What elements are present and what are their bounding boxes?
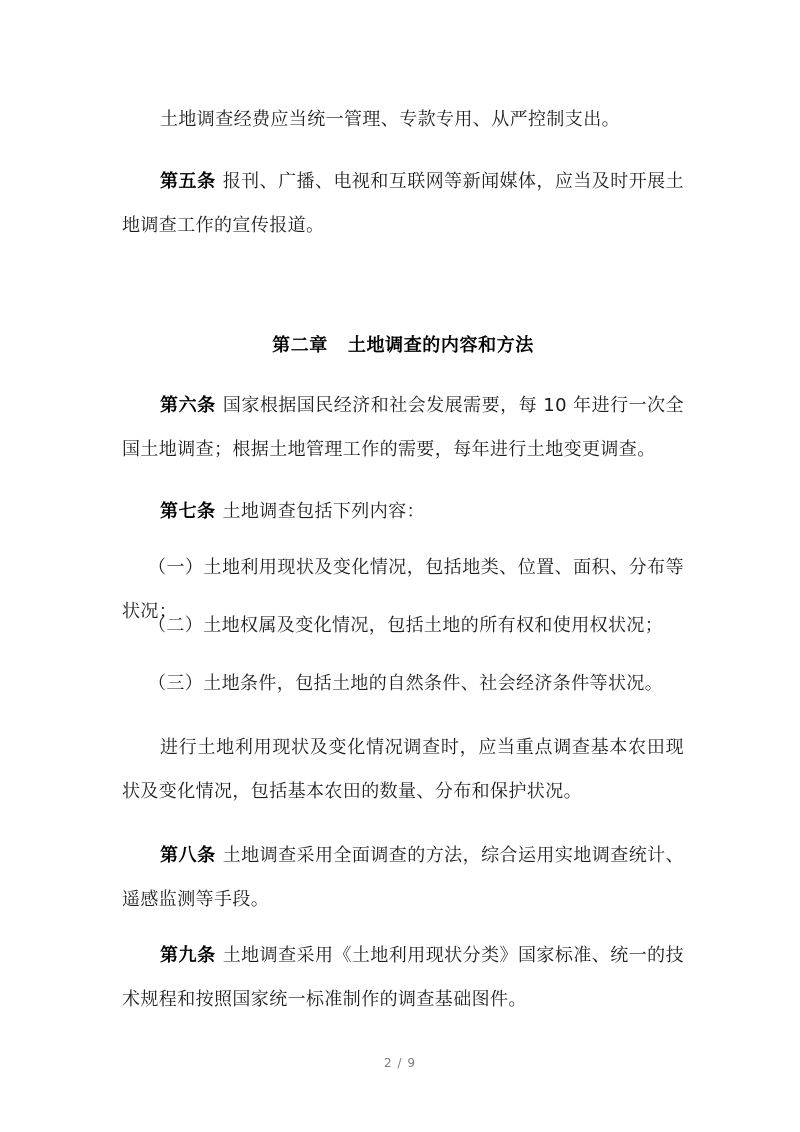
article-7-marker: 第七条: [160, 501, 216, 522]
article-6-marker: 第六条: [160, 395, 216, 416]
article-5-marker: 第五条: [160, 171, 216, 192]
article-7-item-3: （三）土地条件，包括土地的自然条件、社会经济条件等状况。: [148, 673, 664, 694]
chapter-2-heading-block: [122, 324, 684, 368]
article-7-block: [122, 490, 684, 534]
article-6-block: [122, 384, 684, 472]
chapter-2-number: 第二章: [272, 335, 328, 356]
article-5-paragraph: [122, 160, 684, 248]
article-9-marker: 第九条: [160, 945, 216, 966]
chapter-2-heading: [122, 324, 684, 368]
basic-farmland-block: [122, 726, 684, 814]
article-5-block: [122, 160, 684, 248]
page-number-footer: 2 / 9: [384, 1056, 416, 1070]
lead-paragraph: 土地调查经费应当统一管理、专款专用、从严控制支出。: [160, 109, 620, 130]
article-7-text: 土地调查包括下列内容：: [222, 501, 425, 522]
article-7-item-1: （一）土地利用现状及变化情况，包括地类、位置、面积、分布等状况；: [122, 557, 684, 622]
basic-farmland-paragraph: 进行土地利用现状及变化情况调查时，应当重点调查基本农田现状及变化情况，包括基本农田的数量、分布和保护状况。: [122, 737, 684, 802]
article-8-paragraph: [122, 834, 684, 922]
article-8-marker: 第八条: [160, 845, 216, 866]
article-8-text: 土地调查采用全面调查的方法，综合运用实地调查统计、遥感监测等手段。: [122, 845, 685, 910]
article-9-text: 土地调查采用《土地利用现状分类》国家标准、统一的技术规程和按照国家统一标准制作的调查基础图件。: [122, 945, 685, 1010]
lead-paragraph-block: [122, 98, 684, 142]
article-7-paragraph: [122, 490, 684, 534]
article-9-paragraph: [122, 934, 684, 1022]
article-7-item-2: （二）土地权属及变化情况，包括土地的所有权和使用权状况；: [148, 615, 664, 636]
article-6-text: 国家根据国民经济和社会发展需要，每 10 年进行一次全国土地调查；根据土地管理工作的需要，每年进行土地变更调查。: [122, 395, 685, 460]
article-5-text: 报刊、广播、电视和互联网等新闻媒体，应当及时开展土地调查工作的宣传报道。: [122, 171, 685, 236]
article-7-item-3-block: [122, 662, 684, 706]
article-7-item-2-block: [122, 604, 684, 648]
article-8-block: [122, 834, 684, 922]
chapter-2-title: 土地调查的内容和方法: [347, 335, 534, 356]
article-9-block: [122, 934, 684, 1022]
article-6-paragraph: [122, 384, 684, 472]
